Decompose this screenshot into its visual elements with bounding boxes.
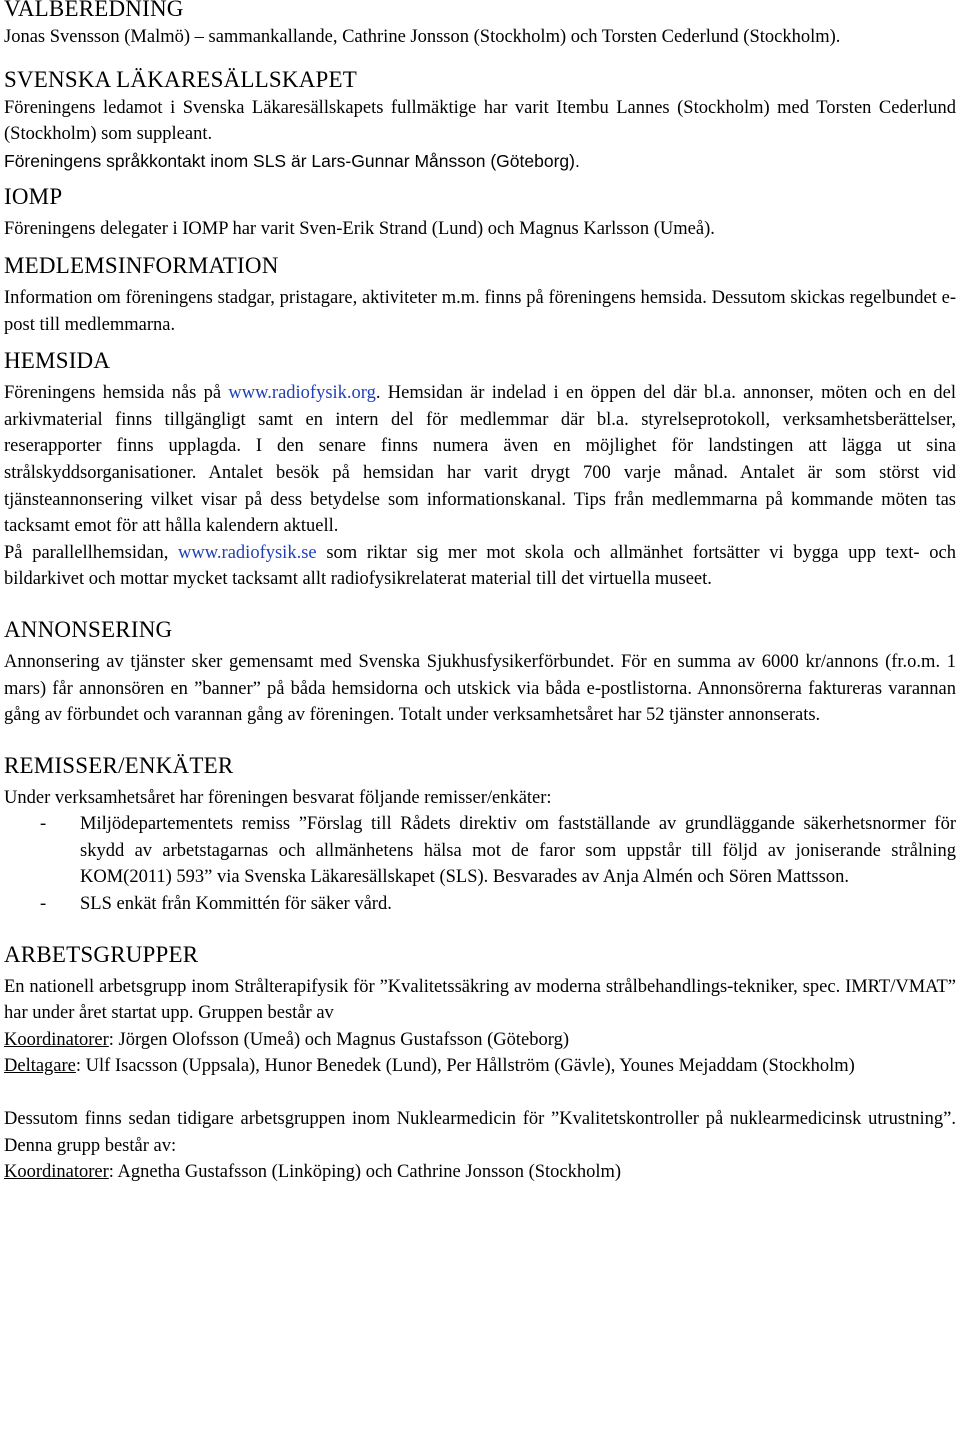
heading-iomp: IOMP xyxy=(4,184,63,210)
hemsida-paragraph-2: På parallellhemsidan, www.radiofysik.se som riktar sig mer mot skola och allmänhet fortsätter vi bygga upp text- och bildarkivet och mottar mycket tacksamt allt radiofysikrelaterat material till det virtuella museet. xyxy=(4,542,956,590)
valberedning-text: Jonas Svensson (Malmö) – sammankallande, Cathrine Jonsson (Stockholm) och Torsten Cederlund (Stockholm). xyxy=(4,27,841,47)
arbetsgrupp-2-text: Dessutom finns sedan tidigare arbetsgruppen inom Nuklearmedicin för ”Kvalitetskontroller på nuklearmedicinsk utrustning”. Denna grupp består av: xyxy=(4,1109,956,1156)
heading-lakaresallskapet: SVENSKA LÄKARESÄLLSKAPET xyxy=(4,66,358,92)
dash-bullet: - xyxy=(40,894,47,915)
lakaresallskapet-text: Föreningens ledamot i Svenska Läkaresällskapets fullmäktige har varit Itembu Lannes (Stockholm) med Torsten Cederlund (Stockholm) som suppleant. xyxy=(4,97,956,145)
heading-medlemsinformation: MEDLEMSINFORMATION xyxy=(4,252,279,278)
list-item: - SLS enkät från Kommittén för säker vård. xyxy=(4,891,956,918)
heading-annonsering: ANNONSERING xyxy=(4,616,173,642)
list-item: - Miljödepartementets remiss ”Förslag till Rådets direktiv om fastställande av grundläggande säkerhetsnormer för skydd av arbetstagarnas och allmänhetens hälsa mot de faror som uppstår till följd av joniserande strålning KOM(2011) 593” via Svenska Läkaresällskapet (SLS). Besvarades av Anja Almén och Sören Mattsson. xyxy=(4,811,956,891)
heading-remisser: REMISSER/ENKÄTER xyxy=(4,752,234,778)
heading-hemsida: HEMSIDA xyxy=(4,348,111,374)
lakaresallskapet-sprakkontakt: Föreningens språkkontakt inom SLS är Lars-Gunnar Månsson (Göteborg). xyxy=(4,150,580,171)
remisser-list xyxy=(4,811,956,917)
iomp-text: Föreningens delegater i IOMP har varit Sven-Erik Strand (Lund) och Magnus Karlsson (Umeå). xyxy=(4,219,715,240)
arbetsgrupp-2-koordinatorer: Koordinatorer: Agnetha Gustafsson (Linköping) och Cathrine Jonsson (Stockholm) xyxy=(4,1162,622,1183)
document-page xyxy=(4,0,956,1186)
arbetsgrupp-1-koordinatorer: Koordinatorer: Jörgen Olofsson (Umeå) och Magnus Gustafsson (Göteborg) xyxy=(4,1029,570,1050)
heading-valberedning: VALBEREDNING xyxy=(4,0,184,21)
arbetsgrupp-1-text: En nationell arbetsgrupp inom Strålterapifysik för ”Kvalitetssäkring av moderna strålbehandlings-tekniker, spec. IMRT/VMAT” har under året startat upp. Gruppen består av xyxy=(4,976,956,1024)
heading-arbetsgrupper: ARBETSGRUPPER xyxy=(4,941,199,967)
annonsering-text: Annonsering av tjänster sker gemensamt med Svenska Sjukhusfysikerförbundet. För en summa av 6000 kr/annons (fr.o.m. 1 mars) får annonsören en ”banner” på båda hemsidorna och utskick via båda e-postlistorna. Annonsörerna faktureras varannan gång av förbundet och varannan gång av föreningen. Totalt under verksamhetsåret har 52 tjänster annonserats. xyxy=(4,651,956,726)
arbetsgrupp-1-deltagare: Deltagare: Ulf Isacsson (Uppsala), Hunor Benedek (Lund), Per Hållström (Gävle), Younes Mejaddam (Stockholm) xyxy=(4,1056,855,1077)
hemsida-paragraph-1: Föreningens hemsida nås på www.radiofysik.org. Hemsidan är indelad i en öppen del där bl.a. annonser, möten och en del arkivmaterial finns tillgängligt samt en intern del för medlemmar där bl.a. styrelseprotokoll, verksamhetsberättelser, reserapporter finns upplagda. I den senare finns numera även en möjlighet för landstingen att lägga ut sina strålskyddsorganisationer. Antalet besök på hemsidan har varit drygt 700 varje månad. Antalet är som störst vid tjänsteannonsering vilket visar på dess betydelse som informationskanal. Tips från medlemmarna på kommande möten tas tacksamt emot för att hålla kalendern aktuell. xyxy=(4,383,956,537)
radiofysik-org-link[interactable]: www.radiofysik.org xyxy=(228,383,376,404)
medlemsinformation-text: Information om föreningens stadgar, pristagare, aktiviteter m.m. finns på föreningens hemsida. Dessutom skickas regelbundet e-post till medlemmarna. xyxy=(4,287,956,335)
radiofysik-se-link[interactable]: www.radiofysik.se xyxy=(178,542,317,563)
dash-bullet: - xyxy=(40,814,47,835)
remisser-intro: Under verksamhetsåret har föreningen besvarat följande remisser/enkäter: xyxy=(4,787,552,808)
